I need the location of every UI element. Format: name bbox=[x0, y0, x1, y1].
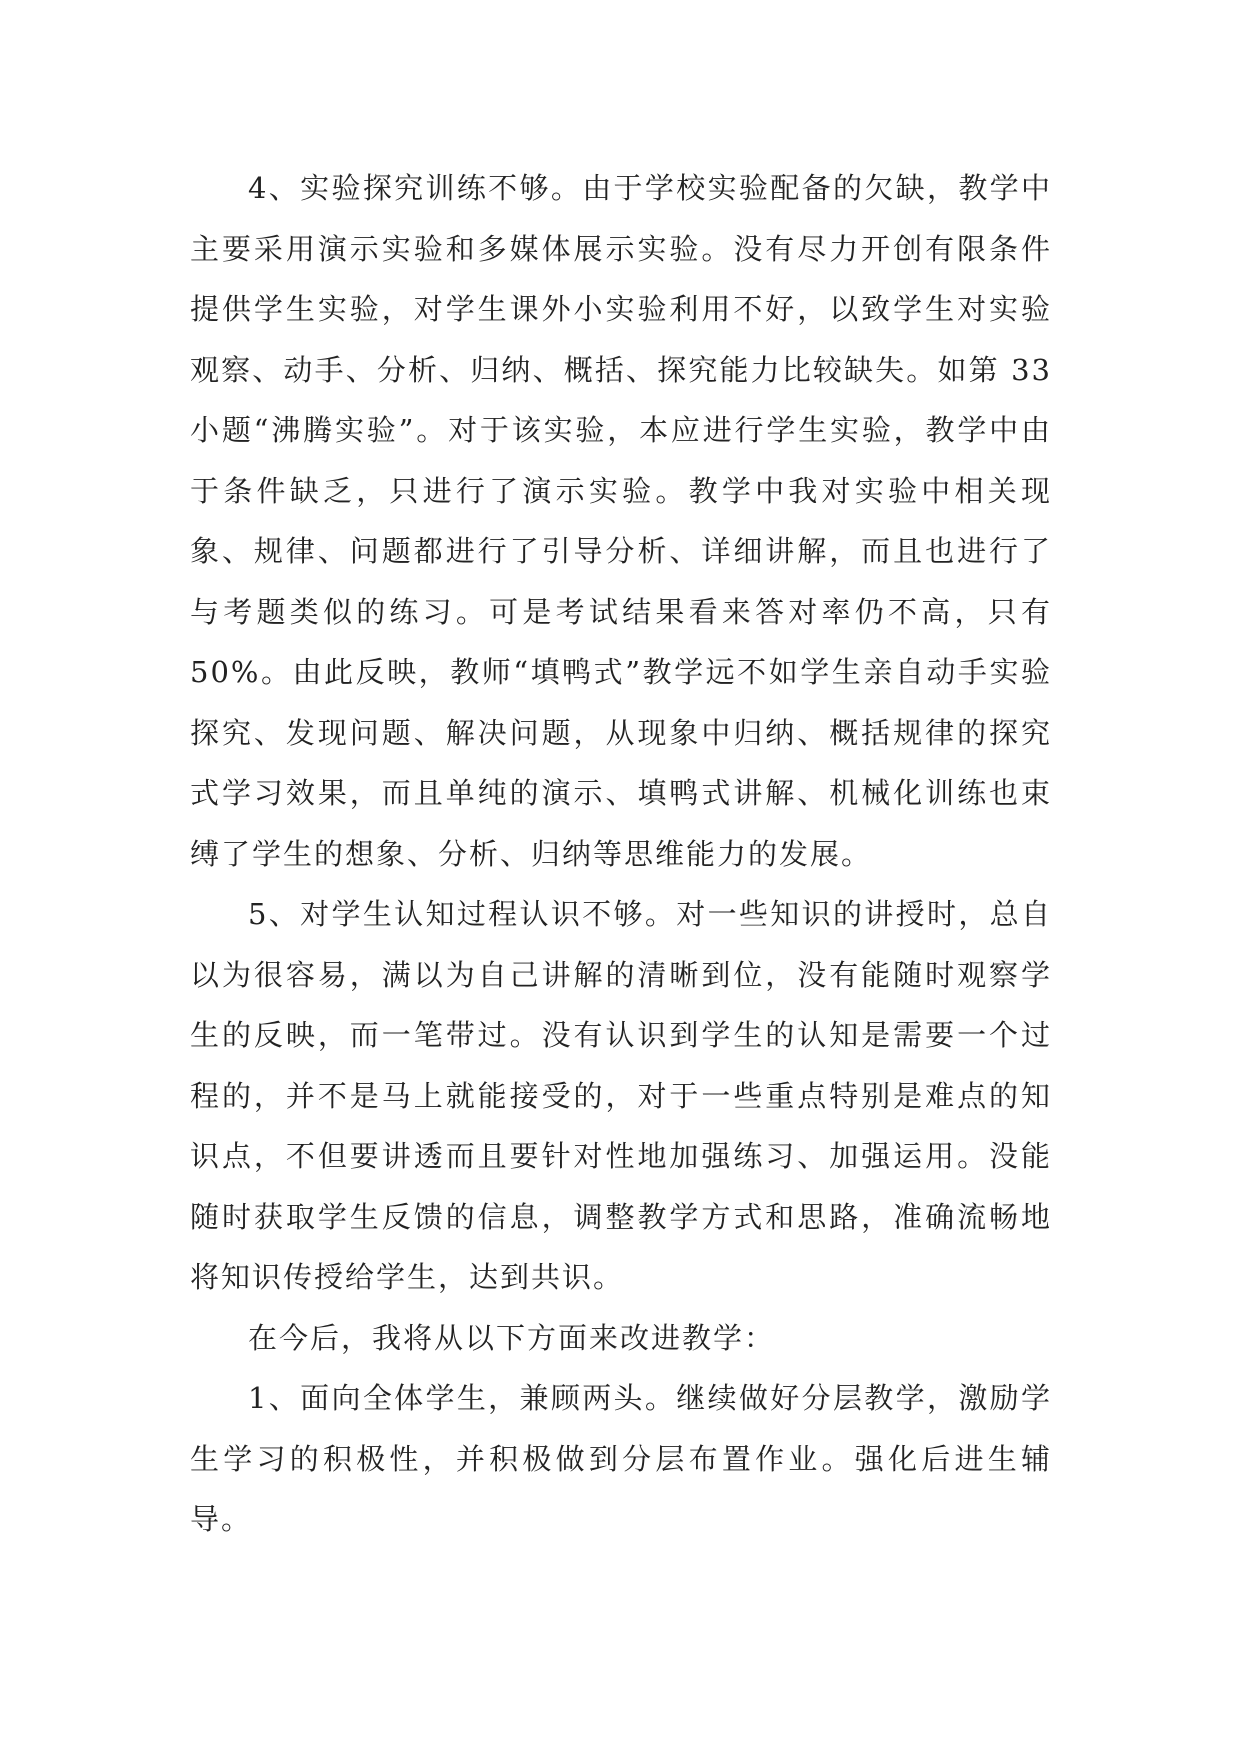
paragraph-improvement-intro: 在今后，我将从以下方面来改进教学： bbox=[248, 1320, 776, 1355]
document-body bbox=[190, 158, 1052, 1550]
paragraph-cognitive-process: 5、对学生认知过程认识不够。对一些知识的讲授时，总自以为很容易，满以为自己讲解的清晰到位，没有能随时观察学生的反映，而一笔带过。没有认识到学生的认知是需要一个过程的，并不是马上就能接受的，对于一些重点特别是难点的知识点，不但要讲透而且要针对性地加强练习、加强运用。没能随时获取学生反馈的信息，调整教学方式和思路，准确流畅地将知识传授给学生，达到共识。 bbox=[190, 897, 1052, 1294]
paragraph-whole-class: 1、面向全体学生，兼顾两头。继续做好分层教学，激励学生学习的积极性，并积极做到分层布置作业。强化后进生辅导。 bbox=[190, 1381, 1052, 1536]
paragraph-experiment-training: 4、实验探究训练不够。由于学校实验配备的欠缺，教学中主要采用演示实验和多媒体展示实验。没有尽力开创有限条件提供学生实验，对学生课外小实验利用不好，以致学生对实验观察、动手、分析、归纳、概括、探究能力比较缺失。如第 33 小题“沸腾实验”。对于该实验，本应进行学生实验，教学中由于条件缺乏，只进行了演示实验。教学中我对实验中相关现象、规律、问题都进行了引导分析、详细讲解，而且也进行了与考题类似的练习。可是考试结果看来答对率仍不高，只有 50%。由此反映，教师“填鸭式”教学远不如学生亲自动手实验探究、发现问题、解决问题，从现象中归纳、概括规律的探究式学习效果，而且单纯的演示、填鸭式讲解、机械化训练也束缚了学生的想象、分析、归纳等思维能力的发展。 bbox=[190, 171, 1052, 871]
